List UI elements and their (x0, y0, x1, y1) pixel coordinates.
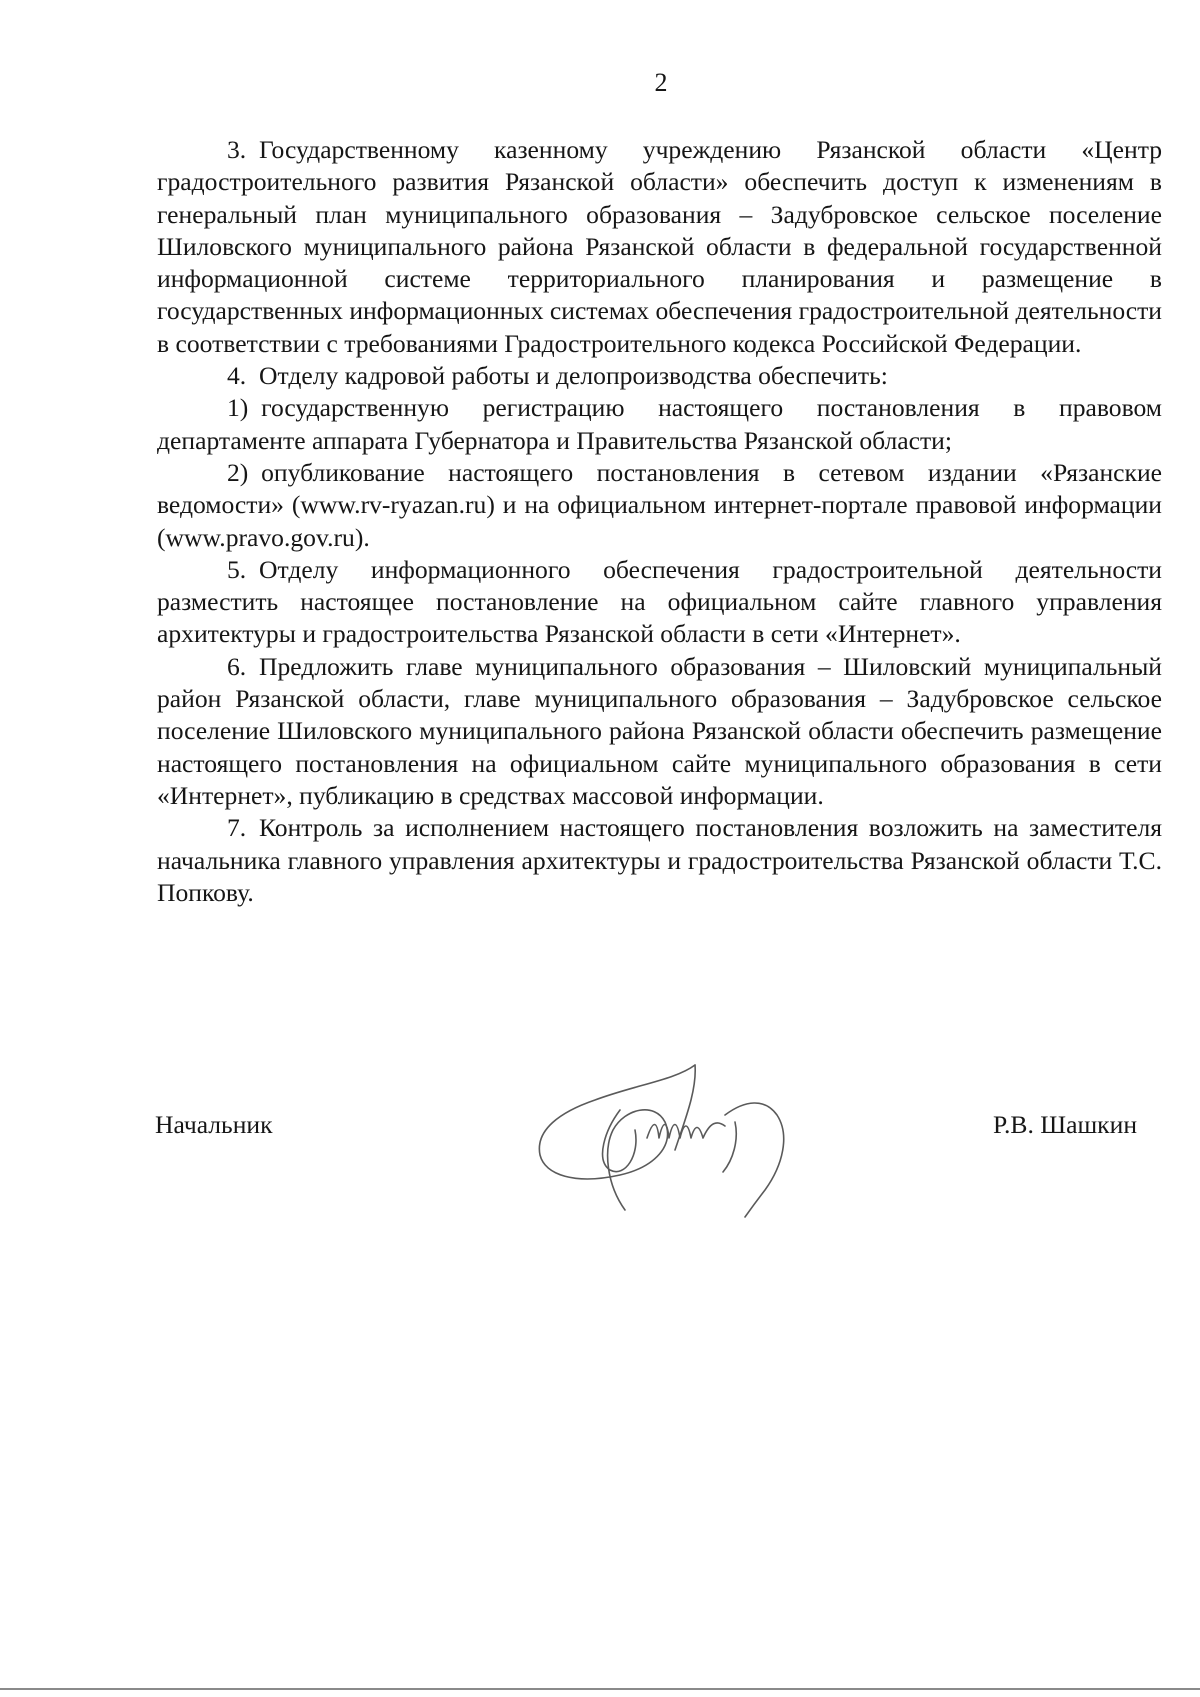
document-body (157, 134, 1162, 909)
paragraph-3: 3. Государственному казенному учреждению Рязанской области «Центр градостроительного развития Рязанской области» обеспечить доступ к изменениям в генеральный план муниципального образования – Задубровское сельское поселение Шиловского муниципального района Рязанской области в федеральной государственной информационной системе территориального планирования и размещение в государственных информационных системах обеспечения градостроительной деятельности в соответствии с требованиями Градостроительного кодекса Российской Федерации. (157, 135, 1162, 358)
paragraph-4-item-2: 2) опубликование настоящего постановления в сетевом издании «Рязанские ведомости» (www.rv-ryazan.ru) и на официальном интернет-портале правовой информации (www.pravo.gov.ru). (157, 457, 1162, 552)
paragraph-4: 4. Отделу кадровой работы и делопроизводства обеспечить: (227, 361, 888, 391)
page-number: 2 (654, 68, 668, 97)
paragraph-5: 5. Отделу информационного обеспечения градостроительной деятельности разместить настоящее постановление на официальном сайте главного управления архитектуры и градостроительства Рязанской области в сети «Интернет». (157, 554, 1162, 649)
paragraph-6: 6. Предложить главе муниципального образования – Шиловский муниципальный район Рязанской области, главе муниципального образования – Задубровское сельское поселение Шиловского муниципального района Рязанской области обеспечить размещение настоящего постановления на официальном сайте муниципального образования в сети «Интернет», публикацию в средствах массовой информации. (157, 651, 1162, 810)
paragraph-4-item-1: 1) государственную регистрацию настоящего постановления в правовом департаменте аппарата Губернатора и Правительства Рязанской области; (157, 393, 1162, 455)
scan-bottom-edge (0, 1688, 1200, 1690)
paragraph-7: 7. Контроль за исполнением настоящего постановления возложить на заместителя начальника главного управления архитектуры и градостроительства Рязанской области Т.С. Попкову. (157, 813, 1162, 907)
signatory-position: Начальник (155, 1110, 273, 1139)
handwritten-signature (525, 1060, 875, 1220)
signatory-name: Р.В. Шашкин (993, 1110, 1138, 1139)
